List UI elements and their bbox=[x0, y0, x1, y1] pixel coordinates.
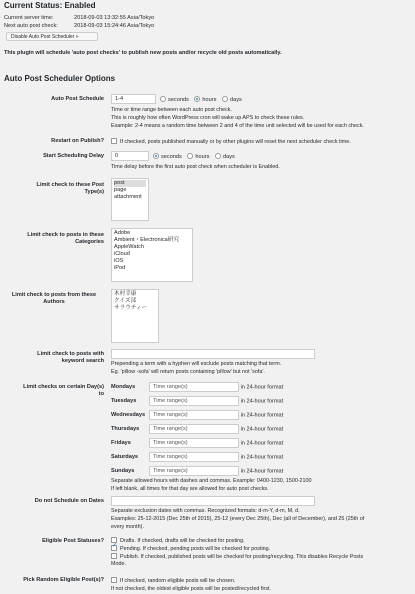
day-label: Tuesdays bbox=[111, 398, 137, 405]
day-row-sundays bbox=[111, 466, 283, 476]
random-desc-1: If checked, random eligible posts will be chosen. bbox=[120, 578, 236, 584]
status-title: Current Status: Enabled bbox=[4, 1, 96, 10]
delay-hours-radio[interactable] bbox=[187, 153, 193, 159]
day-label: Fridays bbox=[111, 440, 131, 447]
schedule-seconds-radio[interactable] bbox=[160, 96, 166, 102]
day-row-wednesdays bbox=[111, 410, 283, 420]
days-desc-1: Separate allowed hours with dashes and commas. Example: 0400-1230, 1500-2100 bbox=[111, 478, 312, 484]
category-option[interactable]: AppleWatch bbox=[114, 244, 144, 250]
server-time-row bbox=[4, 15, 154, 22]
day-row-fridays bbox=[111, 438, 283, 448]
day-time-input[interactable]: Time range(s) bbox=[149, 410, 239, 420]
schedule-desc-3: Example: 2-4 means a random time between 2 and 4 of the time unit selected will be used for each check. bbox=[111, 123, 364, 129]
eligible-statuses-label: Eligible Post Statuses? bbox=[42, 538, 104, 544]
day-suffix: in 24-hour format bbox=[240, 398, 284, 405]
auto-post-schedule-label: Auto Post Schedule bbox=[51, 96, 104, 102]
day-time-input[interactable]: Time range(s) bbox=[149, 396, 239, 406]
post-types-label-line1: Limit check to these Post bbox=[36, 182, 104, 188]
no-schedule-desc-3: every month). bbox=[111, 524, 144, 530]
day-row-tuesdays bbox=[111, 396, 283, 406]
post-types-listbox[interactable] bbox=[111, 178, 149, 221]
no-schedule-desc-2: Examples: 25-12-2015 (Dec 25th of 2015), 25-12 (every Dec 25th), Dec (all of December), and 25 (25th of bbox=[111, 516, 365, 522]
post-types-label-line2: Type(s) bbox=[84, 189, 104, 196]
delay-days-label: days bbox=[222, 154, 235, 160]
day-label: Thursdays bbox=[111, 426, 140, 433]
categories-listbox[interactable] bbox=[111, 228, 193, 282]
restart-on-publish-row bbox=[111, 138, 351, 146]
keyword-desc-2: Eg. 'pillow -sofa' will return posts containing 'pillow' but not 'sofa'. bbox=[111, 369, 265, 375]
random-checkbox[interactable] bbox=[111, 577, 117, 583]
category-option[interactable]: iPod bbox=[114, 265, 126, 271]
start-delay-input[interactable]: 0 bbox=[111, 151, 149, 161]
day-label: Wednesdays bbox=[111, 412, 146, 419]
days-label-line1: Limit checks on certain Day(s) bbox=[23, 384, 104, 390]
category-option[interactable]: iCloud bbox=[114, 251, 130, 257]
start-delay-label: Start Scheduling Delay bbox=[43, 153, 104, 159]
options-title: Auto Post Scheduler Options bbox=[4, 74, 116, 83]
day-label: Saturdays bbox=[111, 454, 139, 461]
restart-on-publish-checkbox[interactable] bbox=[111, 138, 117, 144]
keyword-label bbox=[4, 351, 104, 366]
keyword-desc-1: Prepending a term with a hyphen will exclude posts matching that term. bbox=[111, 361, 282, 367]
schedule-days-radio[interactable] bbox=[222, 96, 228, 102]
day-time-input[interactable]: Time range(s) bbox=[149, 438, 239, 448]
start-delay-desc: Time delay before the first auto post check when scheduler is Enabled. bbox=[111, 164, 280, 170]
pending-checkbox[interactable] bbox=[111, 545, 117, 551]
schedule-desc-1: Time or time range between each auto post check. bbox=[111, 107, 232, 113]
authors-listbox[interactable] bbox=[111, 289, 159, 343]
post-type-option[interactable]: attachment bbox=[114, 194, 142, 200]
publish-checkbox[interactable] bbox=[111, 553, 117, 559]
no-schedule-dates-input[interactable] bbox=[111, 496, 315, 506]
keyword-label-line1: Limit check to posts with bbox=[37, 351, 104, 357]
random-label: Pick Random Eligible Post(s)? bbox=[23, 577, 104, 583]
plugin-info-text: This plugin will schedule 'auto post checks' to publish new posts and/or recycle old posts automatically. bbox=[4, 50, 282, 56]
day-time-input[interactable]: Time range(s) bbox=[149, 424, 239, 434]
day-time-input[interactable]: Time range(s) bbox=[149, 452, 239, 462]
status-publish-row bbox=[111, 553, 411, 561]
day-suffix: in 24-hour format bbox=[240, 384, 284, 391]
auto-post-schedule-input[interactable]: 1-4 bbox=[111, 94, 156, 104]
auto-post-schedule-units bbox=[160, 96, 242, 104]
day-suffix: in 24-hour format bbox=[240, 440, 284, 447]
author-option[interactable]: 木村幸康 bbox=[114, 291, 137, 297]
day-row-mondays bbox=[111, 382, 283, 392]
server-time-value: 2018-09-03 13:32:55 Asia/Tokyo bbox=[74, 15, 155, 21]
day-label: Mondays bbox=[111, 384, 136, 391]
day-row-thursdays bbox=[111, 424, 283, 434]
publish-desc-2: Mode. bbox=[111, 561, 126, 567]
category-option[interactable]: Ambient・Electronica研究 bbox=[114, 237, 179, 243]
day-label: Sundays bbox=[111, 468, 135, 475]
no-schedule-desc-1: Separate exclusion dates with commas. Recognized formats: d-m-Y, d-m, M, d. bbox=[111, 508, 300, 514]
restart-on-publish-desc: If checked, posts published manually or by other plugins will reset the next scheduler check time. bbox=[120, 139, 351, 145]
keyword-label-line2: keyword search bbox=[61, 358, 104, 365]
post-type-option[interactable]: post bbox=[114, 180, 146, 187]
delay-days-radio[interactable] bbox=[215, 153, 221, 159]
day-time-input[interactable]: Time range(s) bbox=[149, 382, 239, 392]
schedule-hours-radio[interactable] bbox=[194, 96, 200, 102]
status-drafts-row bbox=[111, 537, 245, 545]
day-suffix: in 24-hour format bbox=[240, 468, 284, 475]
disable-scheduler-button[interactable]: Disable Auto Post Scheduler » bbox=[6, 32, 98, 41]
publish-desc: Publish. If checked, published posts will be checked for posting/recycling. This disables Recycle Posts bbox=[120, 554, 364, 560]
delay-seconds-label: seconds bbox=[161, 154, 182, 160]
next-check-value: 2018-09-03 15:24:46 Asia/Tokyo bbox=[74, 23, 155, 29]
category-option[interactable]: iOS bbox=[114, 258, 124, 264]
author-option[interactable]: クイズ部 bbox=[114, 298, 137, 304]
random-row bbox=[111, 577, 235, 585]
random-desc-2: If not checked, the oldest eligible posts will be posted/recycled first. bbox=[111, 586, 272, 592]
day-time-input[interactable]: Time range(s) bbox=[149, 466, 239, 476]
pending-desc: Pending. If checked, pending posts will be checked for posting. bbox=[120, 546, 271, 552]
categories-label-line1: Limit check to posts in these bbox=[27, 232, 104, 238]
day-suffix: in 24-hour format bbox=[240, 412, 284, 419]
schedule-hours-label: hours bbox=[202, 97, 217, 103]
delay-seconds-radio[interactable] bbox=[153, 153, 159, 159]
days-label bbox=[4, 384, 104, 399]
next-check-label: Next auto post check: bbox=[4, 23, 58, 29]
keyword-input[interactable] bbox=[111, 349, 315, 359]
categories-label-line2: Categories bbox=[75, 239, 104, 246]
schedule-seconds-label: seconds bbox=[168, 97, 189, 103]
next-check-row bbox=[4, 23, 154, 30]
day-row-saturdays bbox=[111, 452, 283, 462]
author-option[interactable]: サラウティー bbox=[114, 305, 148, 311]
server-time-label: Current server time: bbox=[4, 15, 54, 21]
authors-label: Limit check to posts from these Authors bbox=[11, 292, 97, 306]
day-suffix: in 24-hour format bbox=[240, 454, 284, 461]
days-label-line2: to bbox=[98, 391, 104, 398]
categories-label bbox=[4, 232, 104, 247]
status-pending-row bbox=[111, 545, 270, 553]
schedule-days-label: days bbox=[229, 97, 242, 103]
delay-hours-label: hours bbox=[195, 154, 210, 160]
restart-on-publish-label: Restart on Publish? bbox=[51, 138, 104, 144]
start-delay-units bbox=[153, 153, 235, 161]
no-schedule-dates-label: Do not Schedule on Dates bbox=[34, 498, 104, 504]
drafts-desc: Drafts. If checked, drafts will be checked for posting. bbox=[120, 538, 245, 544]
days-desc-2: If left blank, all times for that day are allowed for auto post checks. bbox=[111, 486, 269, 492]
post-types-label bbox=[4, 182, 104, 197]
category-option[interactable]: Adobe bbox=[114, 230, 131, 236]
schedule-desc-2: This is roughly how often WordPress cron will wake up APS to check these rules. bbox=[111, 115, 305, 121]
post-type-option[interactable]: page bbox=[114, 187, 127, 193]
day-suffix: in 24-hour format bbox=[240, 426, 284, 433]
